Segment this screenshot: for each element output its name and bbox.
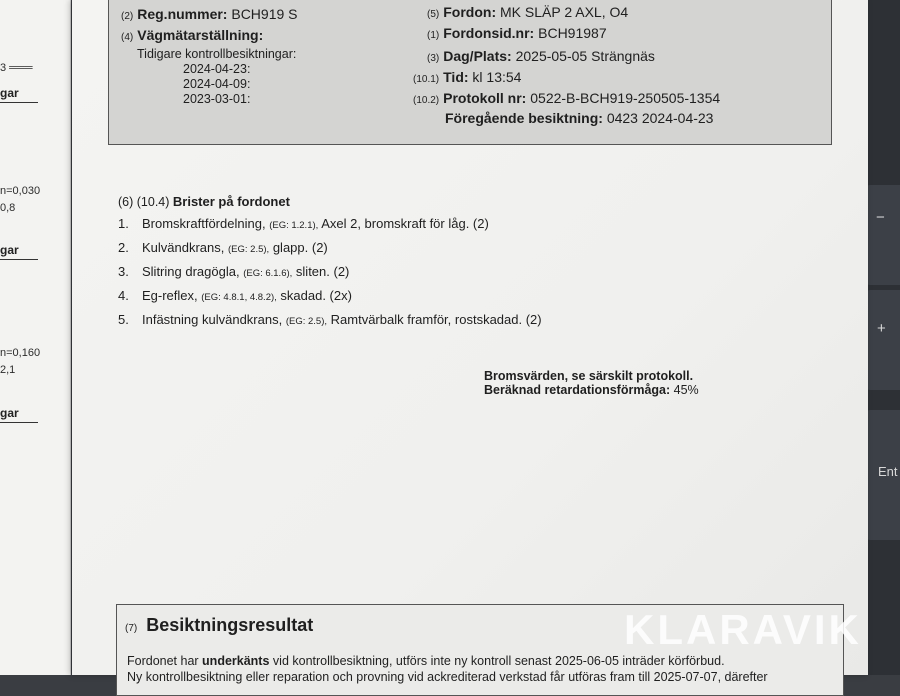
time: (10.1) Tid: kl 13:54	[413, 69, 522, 85]
previous-inspection-date: 2024-04-09:	[183, 77, 251, 91]
protocol-number: (10.2) Protokoll nr: 0522-B-BCH919-250505-1354	[413, 90, 721, 106]
previous-inspection-date: 2023-03-01:	[183, 92, 251, 106]
defect-item: 5. Infästning kulvändkrans, (EG: 2.5), Ramtvärbalk framför, rostskadad. (2)	[118, 312, 542, 327]
reg-number: (2) Reg.nummer: BCH919 S	[121, 6, 298, 22]
watermark-logo: KLARAVIK	[624, 606, 862, 653]
back-text: n=0,030	[0, 185, 41, 197]
result-title: (7) Besiktningsresultat	[125, 615, 314, 635]
defects-heading: (6) (10.4) Brister på fordonet	[118, 194, 290, 209]
date-place: (3) Dag/Plats: 2025-05-05 Strängnäs	[427, 48, 655, 64]
back-text: gar	[0, 243, 38, 260]
back-text: 3 ═══	[0, 62, 33, 74]
key-minus: −	[866, 185, 900, 285]
defect-item: 3. Slitring dragögla, (EG: 6.1.6), sliten. (2)	[118, 264, 350, 279]
background-sheet	[0, 0, 71, 675]
vehicle: (5) Fordon: MK SLÄP 2 AXL, O4	[427, 4, 629, 20]
previous-inspections-label: Tidigare kontrollbesiktningar:	[137, 47, 297, 61]
back-text: n=0,160	[0, 347, 41, 359]
back-text: 0,8	[0, 202, 16, 214]
brake-values-note: Bromsvärden, se särskilt protokoll.	[484, 369, 694, 383]
deceleration-capacity: Beräknad retardationsförmåga: 45%	[484, 383, 699, 397]
defect-item: 4. Eg-reflex, (EG: 4.8.1, 4.8.2), skadad. (2x)	[118, 288, 352, 303]
defect-item: 2. Kulvändkrans, (EG: 2.5), glapp. (2)	[118, 240, 328, 255]
key-enter: Ent	[866, 410, 900, 540]
inspection-document	[72, 0, 868, 684]
back-text: 2,1	[0, 364, 16, 376]
previous-inspection-date: 2024-04-23:	[183, 62, 251, 76]
key-plus: +	[866, 290, 900, 390]
header-box	[108, 0, 832, 145]
back-text: gar	[0, 86, 38, 103]
result-text: Fordonet har underkänts vid kontrollbesiktning, utförs inte ny kontroll senast 2025-06-05 inträder körförbud. Ny kontrollbesiktning eller reparation och provning vid ackrediterad verkstad får utföras fram till 2025-07-07, därefter	[127, 654, 768, 684]
defect-item: 1. Bromskraftfördelning, (EG: 1.2.1), Axel 2, bromskraft för låg. (2)	[118, 216, 489, 231]
vehicle-id: (1) Fordonsid.nr: BCH91987	[427, 25, 607, 41]
back-text: gar	[0, 406, 38, 423]
previous-inspection: Föregående besiktning: 0423 2024-04-23	[445, 110, 714, 126]
odometer: (4) Vägmätarställning:	[121, 27, 264, 43]
